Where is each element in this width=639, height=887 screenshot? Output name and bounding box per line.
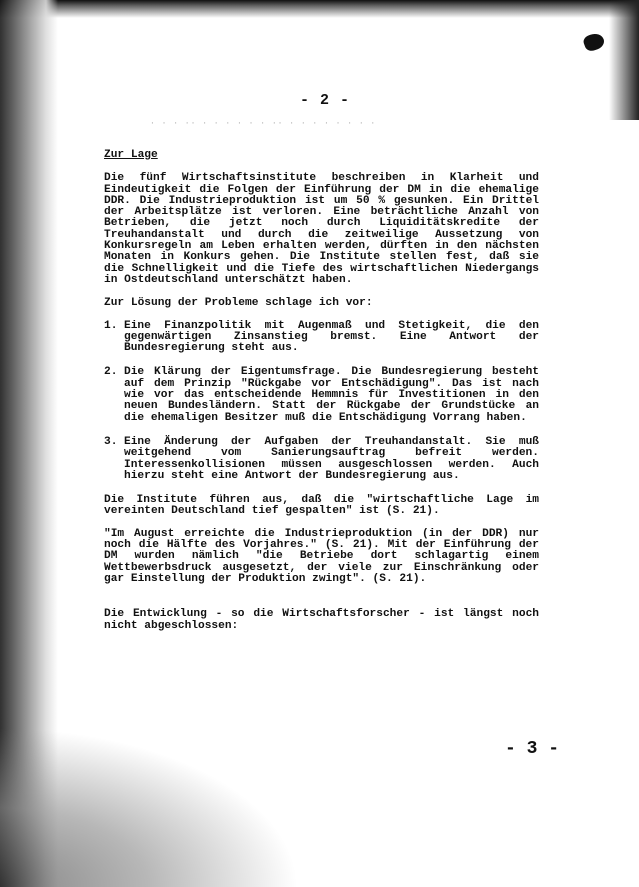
faint-bleedthrough-line: · · · ·· · · · · · · ·· · · · · · · · · bbox=[150, 119, 377, 128]
list-item-number: 2. bbox=[104, 366, 118, 379]
proposal-lead: Zur Lösung der Probleme schlage ich vor: bbox=[104, 297, 373, 310]
scan-right-edge bbox=[609, 0, 639, 120]
document-body bbox=[104, 150, 539, 643]
list-item bbox=[104, 367, 539, 423]
quote-paragraph: "Im August erreichte die Industrieproduktion (in der DDR) nur noch die Hälfte des Vorjahres." (S. 21). Mit der Einführung der DM wurden nämlich "die Betriebe dort schlagartig einem Wettbewerbsdruck ausgesetzt, der viele zur Einschränkung oder gar Einstellung der Produktion zwingt". (S. 21). bbox=[104, 527, 539, 585]
scan-bottom-shadow bbox=[0, 727, 300, 887]
proposal-list bbox=[104, 321, 539, 483]
ink-blot bbox=[582, 31, 606, 53]
section-heading: Zur Lage bbox=[104, 149, 158, 161]
next-page-marker: - 3 - bbox=[505, 739, 560, 759]
list-item-text: Die Klärung der Eigentumsfrage. Die Bundesregierung besteht auf dem Prinzip "Rückgabe vor Entschädigung". Das ist nach wie vor das entscheidende Hemmnis für Investitionen in den neuen Bundesländern. Statt der Rückgabe der Grundstücke an die ehemaligen Besitzer muß die Entschädigung Vorrang haben. bbox=[124, 366, 539, 424]
list-item-text: Eine Finanzpolitik mit Augenmaß und Stetigkeit, die den gegenwärtigen Zinsanstieg bremst. Eine Antwort der Bundesregierung steht aus. bbox=[124, 319, 539, 355]
page-number: - 2 - bbox=[300, 92, 351, 109]
intro-paragraph: Die fünf Wirtschaftsinstitute beschreiben in Klarheit und Eindeutigkeit die Folgen der Einführung der DM in die ehemalige DDR. Die Industrieproduktion ist um 50 % gesunken. Ein Drittel der Arbeitsplätze ist verloren. Eine beträchtliche Anzahl von Betrieben, die jetzt noch durch Liquiditätskredite der Treuhandanstalt und durch die zeitweilige Aussetzung von Konkursregeln am Leben erhalten werden, dürften in den nächsten Monaten in Konkurs gehen. Die Institute stellen fest, daß sie die Schnelligkeit und die Tiefe des wirtschaftlichen Niedergangs in Ostdeutschland unterschätzt haben. bbox=[104, 172, 539, 286]
list-item-number: 1. bbox=[104, 319, 118, 332]
list-item bbox=[104, 437, 539, 482]
list-item bbox=[104, 321, 539, 355]
list-item-number: 3. bbox=[104, 435, 118, 448]
list-item-text: Eine Änderung der Aufgaben der Treuhandanstalt. Sie muß weitgehend vom Sanierungsauftrag befreit werden. Interessenkollisionen müssen ausgeschlossen werden. Auch hierzu steht eine Antwort der Bundesregierung aus. bbox=[124, 435, 539, 482]
institutes-paragraph: Die Institute führen aus, daß die "wirtschaftliche Lage im vereinten Deutschland tief gespalten" ist (S. 21). bbox=[104, 494, 539, 518]
closing-paragraph: Die Entwicklung - so die Wirtschaftsforscher - ist längst noch nicht abgeschlossen: bbox=[104, 608, 539, 632]
scan-top-edge bbox=[0, 0, 639, 18]
